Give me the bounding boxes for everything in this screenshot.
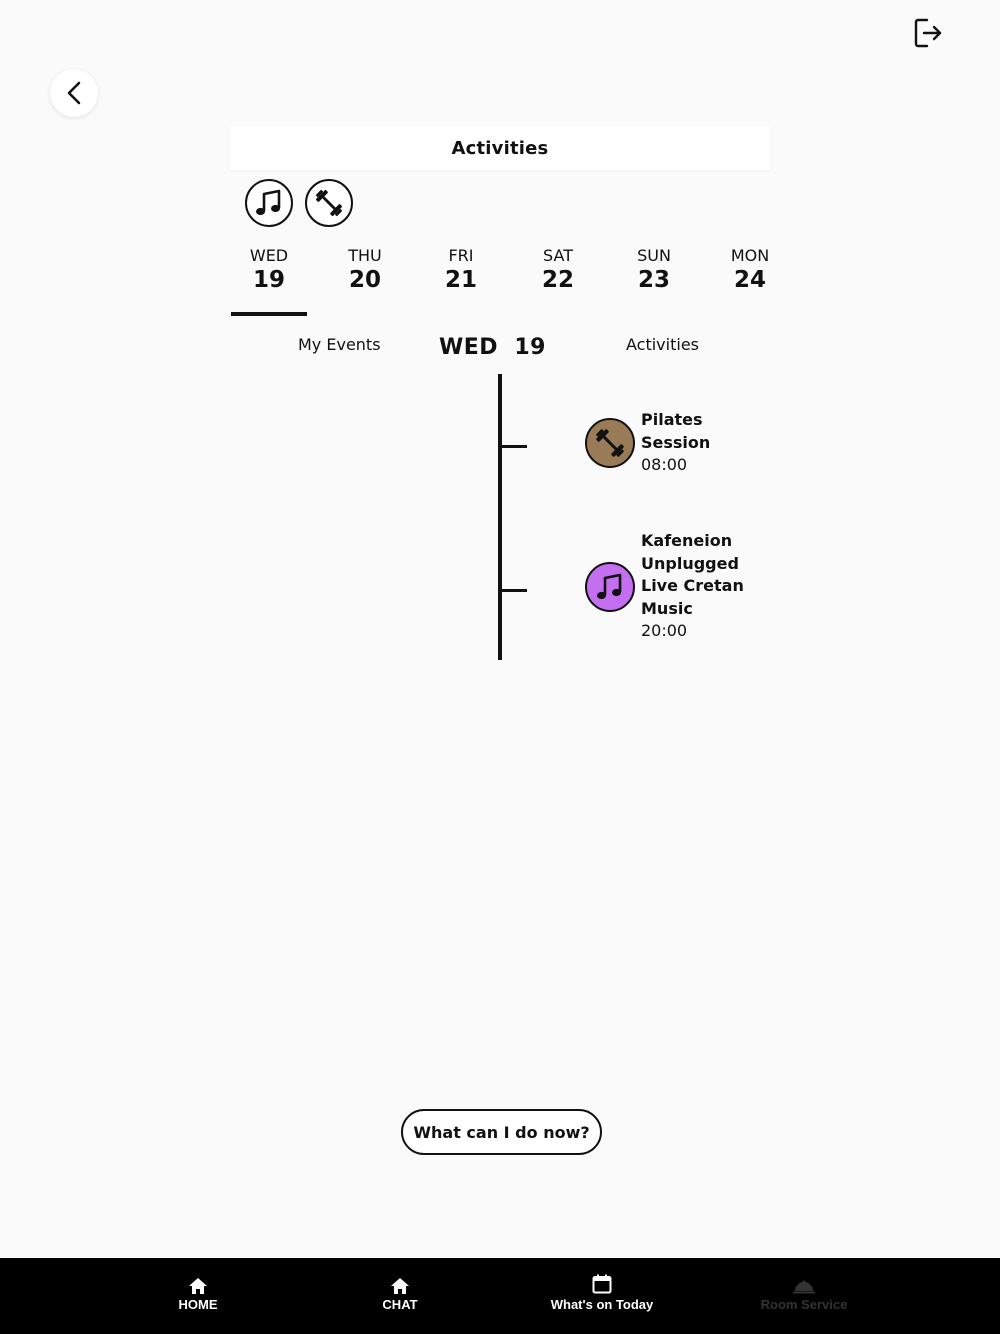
day-tab-date: 22 [541, 267, 574, 293]
day-tab-mon[interactable] [712, 244, 788, 316]
nav-chat[interactable] [320, 1272, 480, 1322]
back-button[interactable] [50, 69, 98, 117]
event-icon-pilates[interactable] [585, 418, 635, 468]
nav-label: HOME [178, 1297, 218, 1312]
day-tab-weekday: SUN [637, 246, 671, 265]
day-tab-date: 20 [348, 267, 381, 293]
home-icon [391, 1278, 409, 1294]
home-icon [189, 1278, 207, 1294]
event-time: 20:00 [641, 621, 688, 640]
day-tab-wed[interactable] [231, 244, 307, 316]
event-item-kafeneion[interactable] [641, 530, 744, 643]
day-tab-weekday: SAT [543, 246, 573, 265]
event-title: Kafeneion Unplugged Live Cretan Music [641, 531, 744, 618]
cta-label: What can I do now? [413, 1122, 590, 1142]
event-icon-music[interactable] [585, 562, 635, 612]
day-tab-thu[interactable] [327, 244, 403, 316]
dumbbell-icon [593, 426, 627, 460]
day-tab-weekday: WED [249, 246, 289, 265]
page-title-text: Activities [451, 137, 549, 159]
logout-icon [913, 17, 943, 49]
nav-home[interactable] [118, 1272, 278, 1322]
day-tab-date: 19 [252, 267, 285, 293]
event-time: 08:00 [641, 455, 688, 474]
chevron-left-icon [64, 80, 84, 106]
day-tab-sat[interactable] [520, 244, 596, 316]
page-title [230, 126, 770, 170]
event-title: Pilates Session [641, 410, 711, 452]
nav-room-service[interactable] [724, 1272, 884, 1322]
logout-button[interactable] [910, 15, 946, 51]
my-events-heading: My Events [298, 335, 381, 354]
cloche-icon [793, 1280, 815, 1294]
timeline-line [498, 374, 502, 660]
calendar-icon [592, 1274, 612, 1294]
timeline-tick [500, 445, 527, 448]
nav-label: Room Service [760, 1297, 848, 1312]
event-item-pilates[interactable] [641, 409, 710, 477]
filter-music-button[interactable] [245, 179, 293, 227]
dumbbell-icon [313, 187, 345, 219]
day-tab-weekday: THU [348, 246, 382, 265]
music-note-icon [594, 571, 626, 603]
activities-heading: Activities [626, 335, 699, 354]
nav-label: CHAT [382, 1297, 418, 1312]
what-can-i-do-now-button[interactable] [401, 1109, 602, 1155]
day-tab-date: 24 [733, 267, 766, 293]
filter-fitness-button[interactable] [305, 179, 353, 227]
day-tab-date: 21 [444, 267, 477, 293]
timeline-tick [500, 589, 527, 592]
day-tab-weekday: MON [730, 246, 770, 265]
selected-date-heading: WED 19 [439, 335, 546, 360]
nav-label: What's on Today [550, 1297, 654, 1312]
day-tab-sun[interactable] [616, 244, 692, 316]
day-tab-date: 23 [637, 267, 670, 293]
music-note-icon [253, 187, 285, 219]
day-tab-fri[interactable] [423, 244, 499, 316]
nav-whats-on-today[interactable] [522, 1272, 682, 1322]
day-tab-weekday: FRI [448, 246, 474, 265]
